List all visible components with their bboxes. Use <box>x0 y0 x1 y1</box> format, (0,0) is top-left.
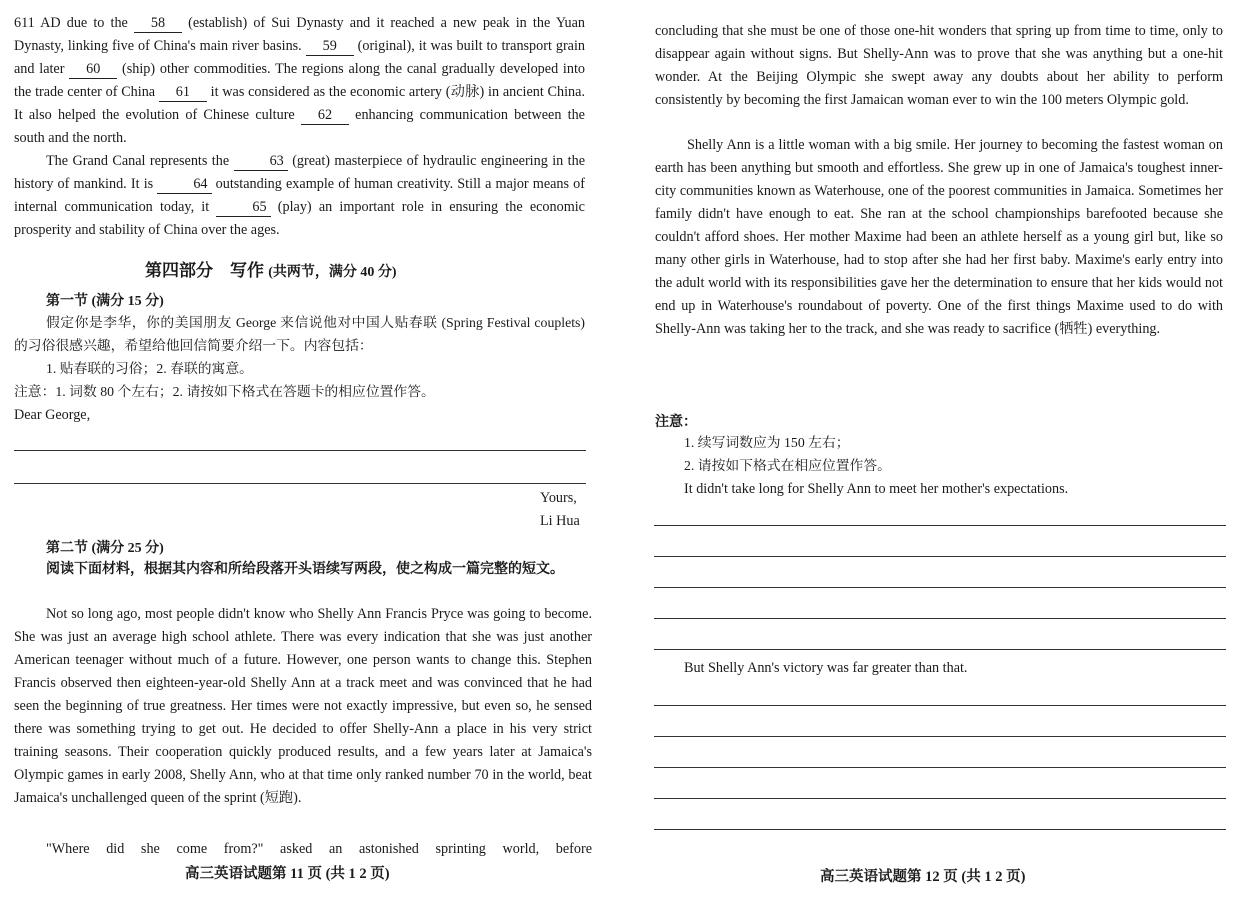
answer-line[interactable] <box>654 649 1226 650</box>
answer-line[interactable] <box>654 829 1226 830</box>
text: (great) masterpiece of hydraulic engineering in the history of mankind. It is <box>14 153 586 192</box>
blank-62[interactable]: 62 <box>301 106 349 125</box>
note-title: 注意： <box>655 415 697 430</box>
letter-greeting: Dear George, <box>14 407 91 423</box>
letter-closing: Yours, <box>540 490 577 506</box>
story-paragraph-2-continued: concluding that she must be one of those one-hit wonders that spring up from time to time, only to disappear again without signs. But Shelly-Ann was to prove that she was anything but a one-hit wonder. At the Beijing Olympic she swept away any doubts about her ability to perform consistently by becoming the first Jamaican woman ever to win the 100 meters Olympic gold. <box>655 23 1223 108</box>
answer-line[interactable] <box>14 450 586 451</box>
paragraph-opener-2: But Shelly Ann's victory was far greater than that. <box>684 660 968 676</box>
blank-64[interactable]: 64 <box>157 175 211 194</box>
note-item-1: 1. 续写词数应为 150 左右； <box>684 435 850 450</box>
letter-signature: Li Hua <box>540 513 580 529</box>
section1-title: 第一节 (满分 15 分) <box>46 294 164 309</box>
answer-line[interactable] <box>654 767 1226 768</box>
exam-page-11 <box>0 0 610 900</box>
part4-subtitle: (共两节，满分 40 分) <box>268 265 397 280</box>
text: outstanding example of human creativity. Still a major means of internal communication today, it <box>14 176 585 215</box>
text: (ship) other commodities. The regions along the canal gradually developed into the trade center of China <box>14 61 586 100</box>
answer-line[interactable] <box>654 587 1226 588</box>
answer-line[interactable] <box>654 525 1226 526</box>
text: (play) an important role in ensuring the economic prosperity and stability of China over the ages. <box>14 199 585 238</box>
text: (original), it was built to transport grain and later <box>14 38 586 77</box>
answer-line[interactable] <box>654 618 1226 619</box>
story-paragraph-2-start: "Where did she come from?" asked an astonished sprinting world, before <box>46 841 592 857</box>
paragraph-opener-1: It didn't take long for Shelly Ann to meet her mother's expectations. <box>684 481 1069 497</box>
section1-points: 1. 贴春联的习俗；2. 春联的寓意。 <box>46 361 253 376</box>
text: enhancing communication between the south and the north. <box>14 107 585 146</box>
section1-note: 注意：1. 词数 80 个左右；2. 请按如下格式在答题卡的相应位置作答。 <box>14 384 435 399</box>
note-item-2: 2. 请按如下格式在相应位置作答。 <box>684 458 891 473</box>
blank-59[interactable]: 59 <box>306 37 354 56</box>
page-footer: 高三英语试题第 12 页 (共 1 2 页) <box>820 869 1026 885</box>
text: it was considered as the economic artery (动脉) in ancient China. It also helped the evolution of Chinese culture <box>14 84 585 123</box>
answer-line[interactable] <box>654 705 1226 706</box>
text: The Grand Canal represents the <box>46 153 234 169</box>
blank-65[interactable]: 65 <box>216 198 270 217</box>
cloze-paragraph-1 <box>14 12 585 150</box>
text: 611 AD due to the <box>14 15 134 31</box>
section2-prompt: 阅读下面材料，根据其内容和所给段落开头语续写两段，使之构成一篇完整的短文。 <box>46 562 564 577</box>
answer-line[interactable] <box>654 736 1226 737</box>
exam-page-12 <box>640 0 1238 900</box>
page-footer: 高三英语试题第 11 页 (共 1 2 页) <box>185 866 390 882</box>
cloze-paragraph-2 <box>14 150 585 242</box>
story-paragraph-3: Shelly Ann is a little woman with a big smile. Her journey to becoming the fastest woman on earth has been anything but smooth and effortless. She grew up in one of Jamaica's toughest inner-city communities known as Waterhouse, one of the poorest communities in Jamaica. Sometimes her family didn't have enough to eat. She ran at the school championships barefooted because she couldn't afford shoes. Her mother Maxime had been an athlete herself as a young girl but, like so many other girls in Waterhouse, had to stop after she had her first baby. Maxime's early entry into the adult world with its responsibilities gave her the determination to ensure that her kids would not end up in Waterhouse's roundabout of poverty. One of the first things Maxime used to do with Shelly-Ann was taking her to the track, and she was ready to sacrifice (牺牲) everything. <box>655 137 1223 337</box>
blank-60[interactable]: 60 <box>69 60 117 79</box>
text: (establish) of Sui Dynasty and it reached a new peak in the Yuan Dynasty, linking five of China's main river basins. <box>14 15 585 54</box>
answer-line[interactable] <box>654 556 1226 557</box>
story-paragraph-1: Not so long ago, most people didn't know who Shelly Ann Francis Pryce was going to become. She was just an average high school athlete. There was every indication that she was just another American teenager without much of a future. However, one person wants to change this. Stephen Francis observed then eighteen-year-old Shelly Ann at a track meet and was convinced that he had seen the beginning of true greatness. Her times were not exactly impressive, but even so, he sensed there was something trying to get out. He decided to offer Shelly-Ann a place in his very strict training seasons. Their cooperation quickly produced results, and a few years later at Jamaica's Olympic games in early 2008, Shelly Ann, who at that time only ranked number 70 in the world, beat Jamaica's unchallenged queen of the sprint (短跑). <box>14 606 592 806</box>
answer-line[interactable] <box>654 798 1226 799</box>
blank-63[interactable]: 63 <box>234 152 288 171</box>
part4-heading <box>145 256 397 281</box>
blank-61[interactable]: 61 <box>159 83 207 102</box>
section2-title: 第二节 (满分 25 分) <box>46 541 164 556</box>
answer-line[interactable] <box>14 483 586 484</box>
part4-title: 第四部分 写作 <box>145 261 264 280</box>
section1-prompt: 假定你是李华，你的美国朋友 George 来信说他对中国人贴春联 (Spring Festival couplets) 的习俗很感兴趣，希望给他回信简要介绍一下。内容包括： <box>14 315 585 353</box>
blank-58[interactable]: 58 <box>134 14 182 33</box>
